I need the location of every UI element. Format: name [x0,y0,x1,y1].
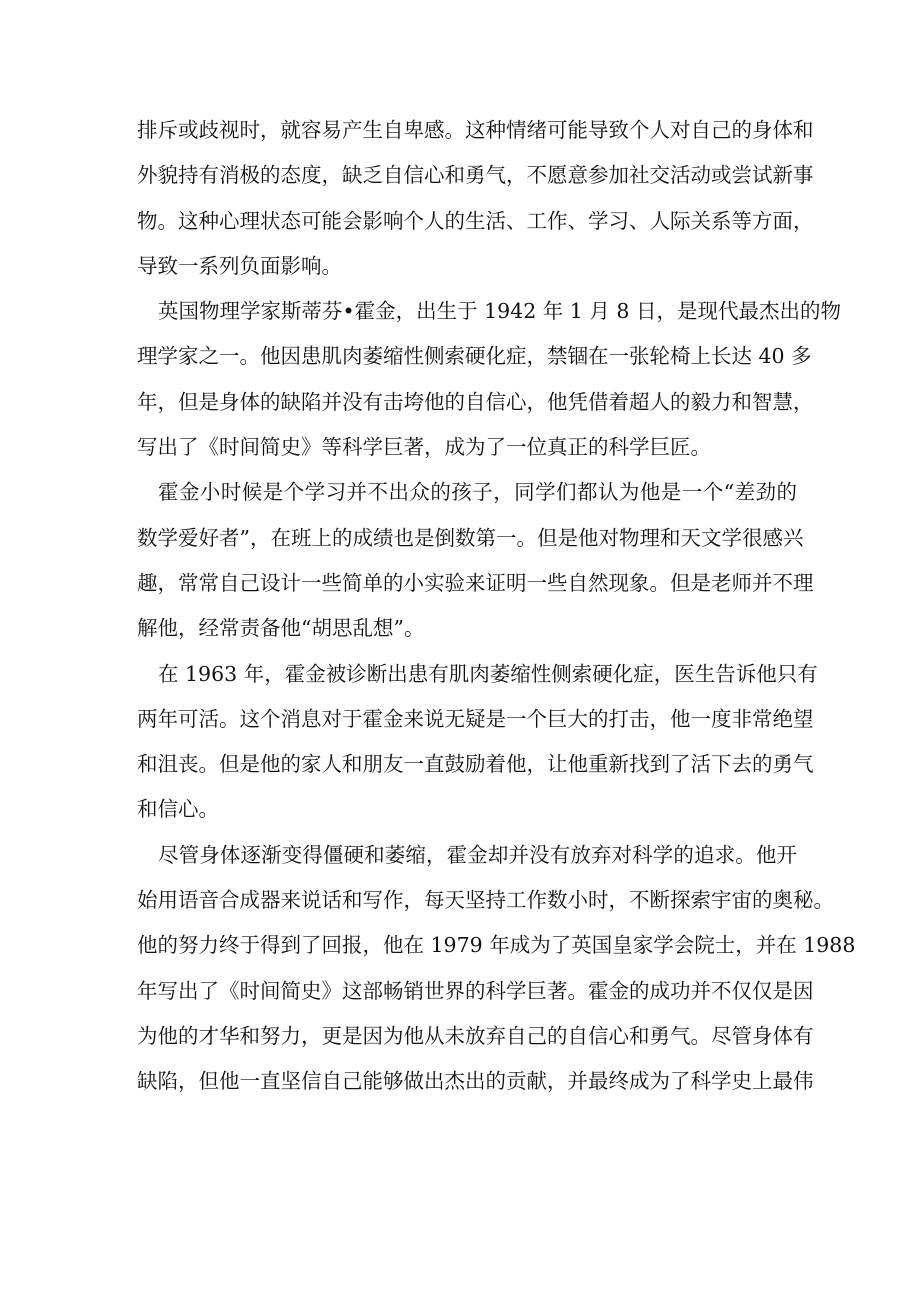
text-line: 趣，常常自己设计一些简单的小实验来证明一些自然现象。但是老师并不理 [137,570,814,595]
text-line: 年，但是身体的缺陷并没有击垮他的自信心，他凭借着超人的毅力和智慧， [137,389,814,414]
paragraph-4 [137,652,818,833]
text-line: 尽管身体逐渐变得僵硬和萎缩，霍金却并没有放弃对科学的追求。他开 [158,842,797,867]
text-line: 写出了《时间简史》等科学巨著，成为了一位真正的科学巨匠。 [137,435,711,460]
text-line: 和沮丧。但是他的家人和朋友一直鼓励着他，让他重新找到了活下去的勇气 [137,752,814,777]
text-line: 外貌持有消极的态度，缺乏自信心和勇气，不愿意参加社交活动或尝试新事 [137,163,814,188]
text-line: 物。这种心理状态可能会影响个人的生活、工作、学习、人际关系等方面， [137,208,814,233]
text-line: 和信心。 [137,797,219,822]
text-line: 数学爱好者”，在班上的成绩也是倒数第一。但是他对物理和天文学很感兴 [137,525,804,550]
text-line: 两年可活。这个消息对于霍金来说无疑是一个巨大的打击，他一度非常绝望 [137,706,814,731]
text-line: 为他的才华和努力，更是因为他从未放弃自己的自信心和勇气。尽管身体有 [137,1023,814,1048]
paragraph-3 [137,470,814,651]
text-line: 缺陷，但他一直坚信自己能够做出杰出的贡献，并最终成为了科学史上最伟 [137,1069,814,1094]
text-line: 英国物理学家斯蒂芬•霍金，出生于 1942 年 1 月 8 日，是现代最杰出的物 [158,299,841,324]
text-line: 年写出了《时间简史》这部畅销世界的科学巨著。霍金的成功并不仅仅是因 [137,978,814,1003]
text-line: 始用语音合成器来说话和写作，每天坚持工作数小时，不断探索宇宙的奥秘。 [137,888,834,913]
paragraph-1 [137,108,814,289]
text-line: 导致一系列负面影响。 [137,253,342,278]
paragraph-5 [137,833,856,1105]
text-line: 解他，经常责备他“胡思乱想”。 [137,616,425,641]
text-line: 他的努力终于得到了回报，他在 1979 年成为了英国皇家学会院士，并在 1988 [137,933,856,958]
text-line: 在 1963 年，霍金被诊断出患有肌肉萎缩性侧索硬化症，医生告诉他只有 [158,661,818,686]
text-line: 霍金小时候是个学习并不出众的孩子，同学们都认为他是一个“差劲的 [158,480,797,505]
paragraph-2 [137,289,841,470]
text-line: 理学家之一。他因患肌肉萎缩性侧索硬化症，禁锢在一张轮椅上长达 40 多 [137,344,812,369]
text-line: 排斥或歧视时，就容易产生自卑感。这种情绪可能导致个人对自己的身体和 [137,118,814,142]
document-body [137,108,856,1105]
